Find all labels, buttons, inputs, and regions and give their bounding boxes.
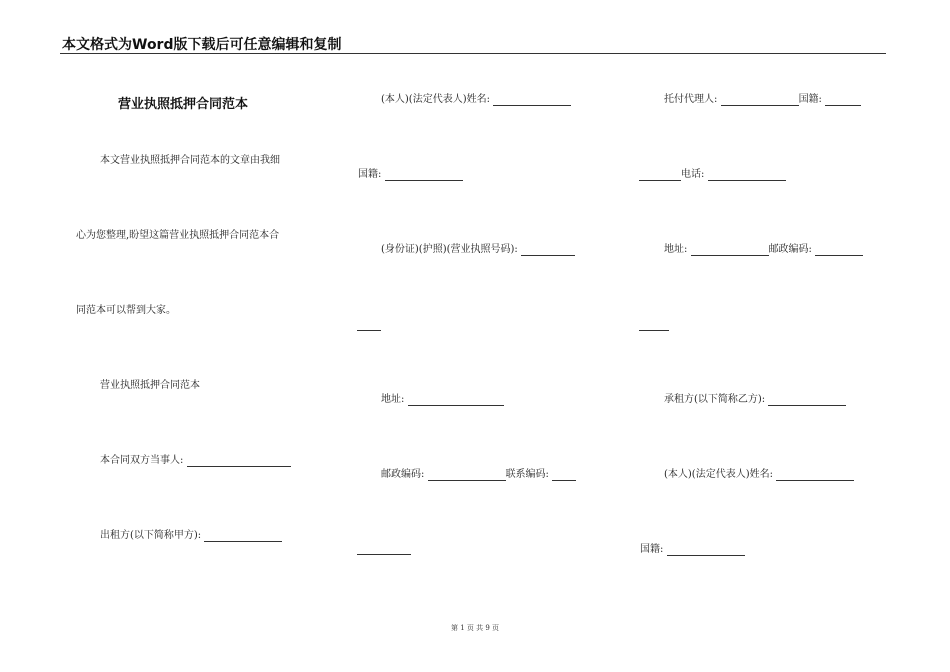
parties-blank xyxy=(187,456,291,467)
party-a-nationality-blank xyxy=(385,170,463,181)
agent-phone-field xyxy=(639,169,786,181)
party-a-address-blank xyxy=(408,395,504,406)
party-a-address-field xyxy=(381,394,504,406)
agent-address-blank xyxy=(691,245,769,256)
parties-label: 本合同双方当事人: xyxy=(100,455,184,466)
agent-postcode-continuation xyxy=(639,330,669,331)
party-a-name-blank xyxy=(493,95,571,106)
agent-address-label: 地址: xyxy=(664,244,688,255)
agent-nationality-label: 国籍: xyxy=(798,94,822,105)
agent-address-field xyxy=(664,244,863,256)
party-b-nationality-label: 国籍: xyxy=(640,544,664,555)
header-divider xyxy=(60,53,886,54)
party-a-name-label: (本人)(法定代表人)姓名: xyxy=(381,94,490,105)
party-a-address-label: 地址: xyxy=(381,394,405,405)
lessor-blank xyxy=(204,531,282,542)
intro-line-3: 同范本可以帮到大家。 xyxy=(76,305,176,316)
party-a-id-blank xyxy=(521,245,575,256)
party-a-id-field xyxy=(381,244,575,256)
agent-phone-label: 电话: xyxy=(681,169,705,180)
party-a-nationality-label: 国籍: xyxy=(358,169,382,180)
party-a-postcode-blank xyxy=(428,470,506,481)
agent-nationality-continuation xyxy=(639,170,681,181)
party-a-contact-label: 联系编码: xyxy=(505,469,549,480)
lessor-field xyxy=(100,530,282,542)
party-a-contact-continuation xyxy=(357,554,411,555)
agent-nationality-blank xyxy=(825,95,861,106)
lessor-label: 出租方(以下简称甲方): xyxy=(100,530,202,541)
party-b-name-label: (本人)(法定代表人)姓名: xyxy=(664,469,773,480)
agent-postcode-label: 邮政编码: xyxy=(768,244,812,255)
party-b-name-field xyxy=(664,469,854,481)
document-title: 营业执照抵押合同范本 xyxy=(118,97,249,112)
party-a-postcode-field xyxy=(381,469,576,481)
party-a-contact-blank xyxy=(552,470,576,481)
party-b-nationality-field xyxy=(640,544,745,556)
party-a-name-field xyxy=(381,94,571,106)
page-number: 第 1 页 共 9 页 xyxy=(450,624,500,632)
contract-subtitle: 营业执照抵押合同范本 xyxy=(100,380,200,391)
lessee-field xyxy=(664,394,846,406)
party-a-id-continuation xyxy=(357,330,381,331)
agent-field xyxy=(664,94,861,106)
parties-field xyxy=(100,455,291,467)
agent-phone-blank xyxy=(708,170,786,181)
intro-line-2: 心为您整理,盼望这篇营业执照抵押合同范本合 xyxy=(76,230,280,241)
agent-label: 托付代理人: xyxy=(664,94,718,105)
lessee-label: 承租方(以下简称乙方): xyxy=(664,394,766,405)
intro-line-1: 本文营业执照抵押合同范本的文章由我细 xyxy=(100,155,280,166)
party-a-id-label: (身份证)(护照)(营业执照号码): xyxy=(381,244,518,255)
document-header: 本文格式为Word版下载后可任意编辑和复制 xyxy=(62,37,342,53)
agent-postcode-blank xyxy=(815,245,863,256)
agent-blank xyxy=(721,95,799,106)
lessee-blank xyxy=(768,395,846,406)
party-b-name-blank xyxy=(776,470,854,481)
party-a-nationality-field xyxy=(358,169,463,181)
party-b-nationality-blank xyxy=(667,545,745,556)
party-a-postcode-label: 邮政编码: xyxy=(381,469,425,480)
